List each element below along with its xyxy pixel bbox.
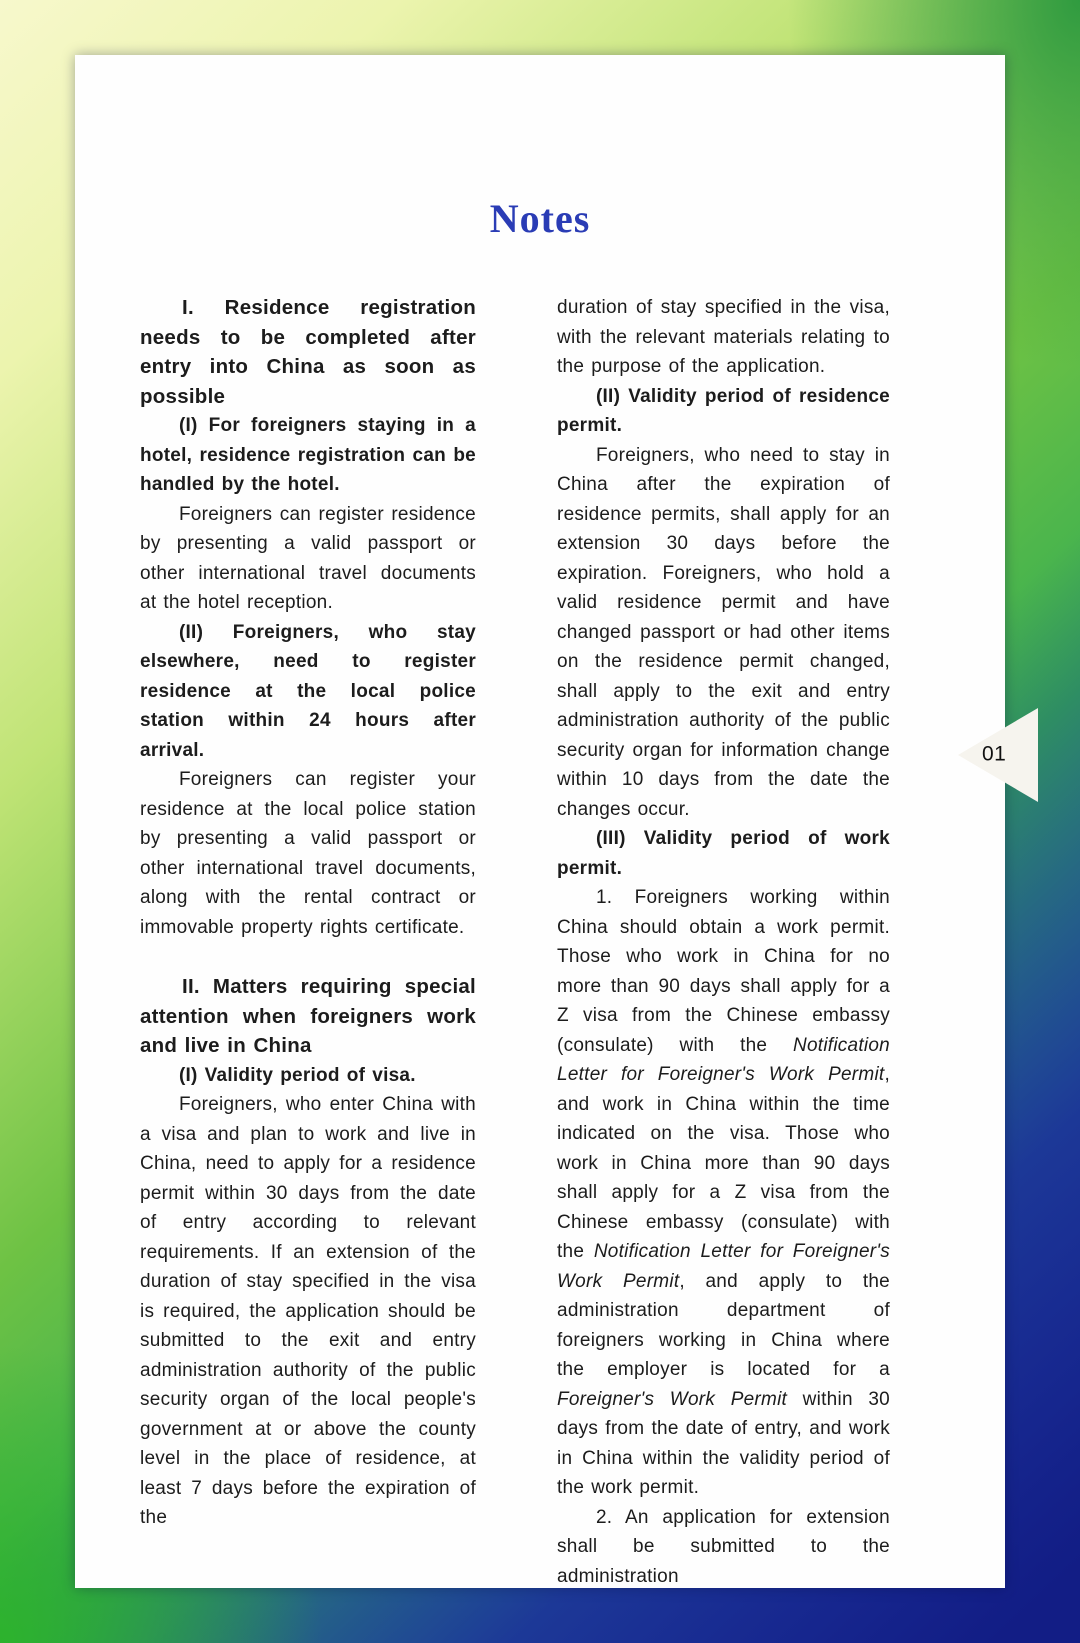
text-run: duration of stay specified in the visa, with the relevant materials relating to the purpose of the application.	[557, 297, 890, 377]
text-run: (I) Validity period of visa.	[178, 1064, 416, 1086]
text-run: (II) Foreigners, who stay elsewhere, need to register residence at the local police station within 24 hours after arrival.	[140, 621, 476, 761]
right-column	[557, 293, 890, 1591]
text-run: II. Matters requiring special attention when foreigners work and live in China	[140, 975, 476, 1057]
italic-document-title: Notification Letter for Foreigner's Work Permit	[557, 1241, 890, 1292]
text-run: I. Residence registration needs to be completed after entry into China as soon as possible	[140, 296, 476, 408]
text-run: , and work in China within the time indicated on the visa. Those who work in China more than 90 days shall apply for a Z visa from the Chinese embassy (consulate) with the	[557, 1064, 890, 1262]
italic-document-title: Foreigner's Work Permit	[557, 1388, 788, 1410]
paragraph	[140, 500, 476, 618]
document-page	[75, 55, 1005, 1588]
text-run: (II) Validity period of residence permit.	[557, 385, 890, 436]
page-number: 01	[982, 742, 1007, 766]
text-run: (III) Validity period of work permit.	[557, 828, 890, 879]
page-title: Notes	[489, 196, 591, 241]
section-heading	[140, 972, 476, 1061]
subsection-heading	[557, 382, 890, 441]
text-run: within 30 days from the date of entry, and work in China within the validity period of the work permit.	[557, 1388, 890, 1498]
paragraph	[557, 1503, 890, 1592]
text-run: (I) For foreigners staying in a hotel, residence registration can be handled by the hotel.	[140, 415, 476, 495]
subsection-heading	[140, 411, 476, 500]
text-run: 1. Foreigners working within China should obtain a work permit. Those who work in China for no more than 90 days shall apply for a Z visa from the Chinese embassy (consulate) with the	[557, 887, 890, 1056]
text-run: , and apply to the administration department of foreigners working in China where the employer is located for a	[557, 1270, 890, 1380]
paragraph	[557, 883, 890, 1503]
page-number-tab	[958, 708, 1038, 802]
text-run: 2. An application for extension shall be submitted to the administration	[557, 1506, 890, 1587]
two-column-layout	[140, 293, 890, 1591]
paragraph	[140, 765, 476, 942]
subsection-heading	[140, 618, 476, 766]
left-column	[140, 293, 476, 1591]
paragraph	[557, 441, 890, 825]
italic-document-title: Notification Letter for Foreigner's Work Permit	[557, 1034, 890, 1085]
text-run: Foreigners can register residence by presenting a valid passport or other international travel documents at the hotel reception.	[140, 503, 476, 613]
subsection-heading	[557, 824, 890, 883]
section-heading	[140, 293, 476, 411]
text-run: Foreigners can register your residence at the local police station by presenting a valid passport or other international travel documents, along with the rental contract or immovable property rights certificate.	[140, 769, 476, 938]
text-run: Foreigners, who need to stay in China after the expiration of residence permits, shall apply for an extension 30 days before the expiration. Foreigners, who hold a valid residence permit and have changed passport or had other items on the residence permit changed, shall apply to the exit and entry administration authority of the public security organ for information change within 10 days from the date the changes occur.	[557, 444, 890, 820]
text-run: Foreigners, who enter China with a visa and plan to work and live in China, need to apply for a residence permit within 30 days from the date of entry according to relevant requirements. If an extension of the duration of stay specified in the visa is required, the application should be submitted to the exit and entry administration authority of the public security organ of the local people's government at or above the county level in the place of residence, at least 7 days before the expiration of the	[140, 1094, 476, 1528]
subsection-heading	[140, 1061, 476, 1091]
paragraph	[557, 293, 890, 382]
paragraph	[140, 1090, 476, 1533]
